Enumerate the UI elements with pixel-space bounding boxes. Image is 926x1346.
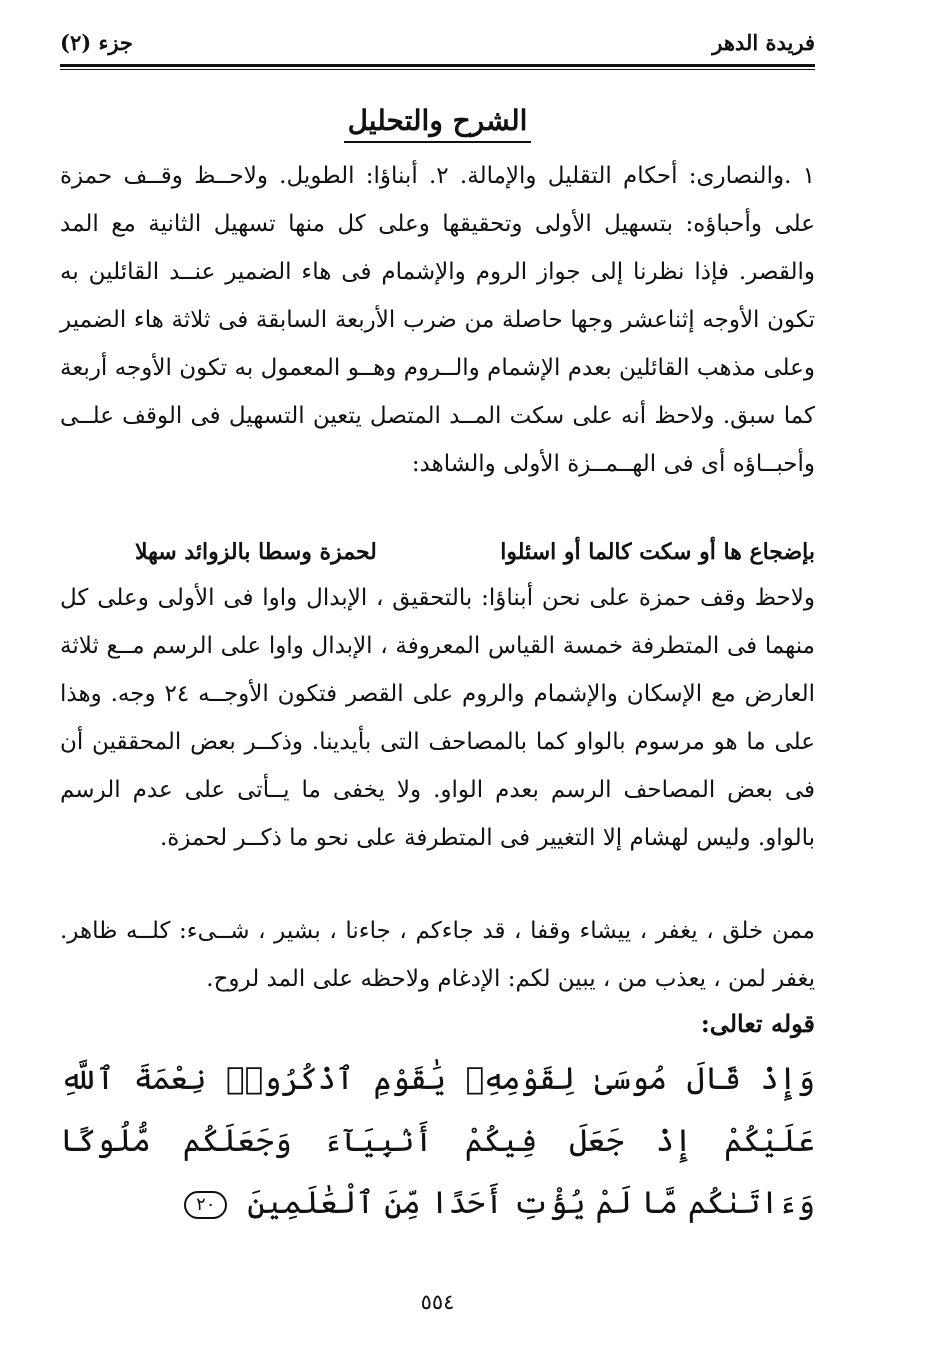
paragraph-1: ١ .والنصارى: أحكام التقليل والإمالة. ٢. أبناؤا: الطويل. ولاحــظ وقــف حمزة على وأحباؤه: بتسهيل الأولى وتحقيقها وعلى كل منها تسهيل الثانية مع المد والقصر. فإذا نظرنا إلى جواز الروم والإشمام فى هاء الضمير عنــد القائلين به تكون الأوجه إثناعشر وجها حاصلة من ضرب الأربعة السابقة فى ثلاثة هاء الضمير وعلى مذهب القائلين بعدم الإشمام والــروم وهــو المعمول به تكون الأوجه أربعة كما سبق. ولاحظ أنه على سكت المــد المتصل يتعين التسهيل فى الوقف علــى وأحبــاؤه أى فى الهــمــزة الأولى والشاهد: bbox=[60, 163, 815, 477]
ayah-number-marker: ٢٠ bbox=[184, 1191, 227, 1219]
poem-verse bbox=[135, 530, 815, 574]
quran-verse bbox=[60, 1048, 815, 1234]
qawl-label: قوله تعالى: bbox=[700, 1009, 815, 1038]
header-rule-thin bbox=[60, 69, 815, 70]
page-number: ٥٥٤ bbox=[420, 1290, 455, 1314]
paragraph-3: ممن خلق ، يغفر ، ييشاء وقفا ، قد جاءكم ، جاءنا ، بشير ، شــىء: كلــه ظاهر. يغفر لمن ، يعذب من ، يبين لكم: الإدغام ولاحظه على المد لروح. bbox=[60, 918, 815, 992]
part-label: جزء (٢) bbox=[60, 29, 133, 55]
paragraph-2: ولاحظ وقف حمزة على نحن أبناؤا: بالتحقيق ، الإبدال واوا فى الأولى وعلى كل منهما فى المتطرفة خمسة القياس المعروفة ، الإبدال واوا على الرسم مــع ثلاثة العارض مع الإسكان والإشمام والروم على القصر فتكون الأوجــه ٢٤ وجه. وهذا على ما هو مرسوم بالواو كما بالمصاحف التى بأيدينا. وذكــر بعض المحققين أن فى بعض المصاحف الرسم بعدم الواو. ولا يخفى ما يــأتى على عدم الرسم بالواو. وليس لهشام إلا التغيير فى المتطرفة على نحو ما ذكــر لحمزة. bbox=[60, 585, 815, 851]
section-title-text: الشرح والتحليل bbox=[344, 104, 532, 143]
running-header bbox=[60, 26, 815, 58]
header-rule-thick bbox=[60, 64, 815, 67]
verse-right-half: بإضجاع ها أو سكت كالما أو اسئلوا bbox=[500, 539, 815, 565]
document-page bbox=[60, 0, 815, 1346]
verse-left-half: لحمزة وسطا بالزوائد سهلا bbox=[135, 539, 377, 565]
book-title: فريدة الدهر bbox=[712, 29, 815, 55]
section-title bbox=[60, 104, 815, 137]
quran-text: وَإِذْ قَالَ مُوسَىٰ لِقَوْمِهِۦ يَٰقَوْمِ ٱذْكُرُوا۟ نِعْمَةَ ٱللَّهِ عَلَيْكُمْ إِذْ جَعَلَ فِيكُمْ أَنۢبِيَآءَ وَجَعَلَكُم مُّلُوكًا وَءَاتَىٰكُم مَّا لَمْ يُؤْتِ أَحَدًا مِّنَ ٱلْعَٰلَمِينَ bbox=[60, 1061, 815, 1221]
